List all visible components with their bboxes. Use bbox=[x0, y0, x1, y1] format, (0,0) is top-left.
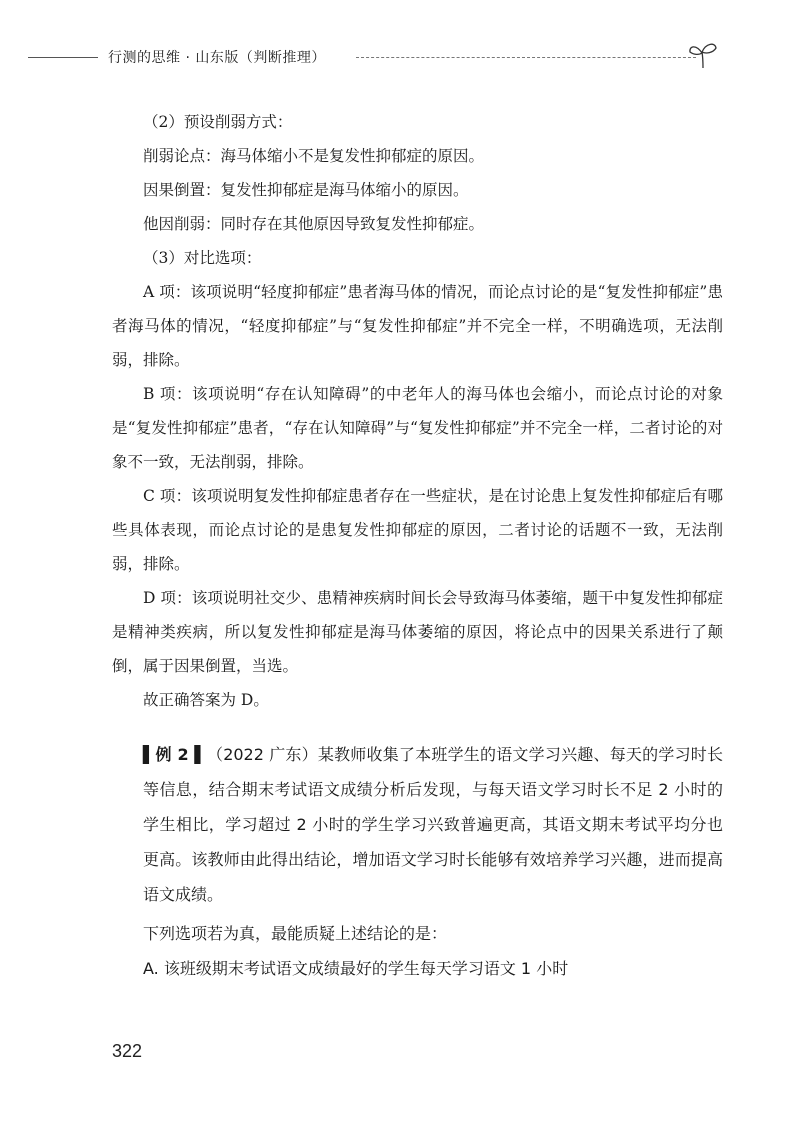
option-b-analysis: B 项：该项说明“存在认知障碍”的中老年人的海马体也会缩小，而论点讨论的对象是“复发性抑郁症”患者，“存在认知障碍”与“复发性抑郁症”并不完全一样，二者讨论的对象不一致，无法削弱，排除。 bbox=[112, 385, 723, 471]
example-2-body bbox=[143, 737, 723, 912]
example-label: 例 2 bbox=[155, 745, 189, 764]
example-question: 下列选项若为真，最能质疑上述结论的是： bbox=[143, 924, 448, 943]
example-bracket-open: ▌ bbox=[143, 745, 156, 764]
section2-heading: （2）预设削弱方式： bbox=[143, 113, 293, 131]
header-rule-left bbox=[28, 57, 98, 58]
page-number: 322 bbox=[112, 1041, 143, 1061]
example-choice-a: A. 该班级期末考试语文成绩最好的学生每天学习语文 1 小时 bbox=[143, 959, 569, 978]
option-d-analysis: D 项：该项说明社交少、患精神疾病时间长会导致海马体萎缩，题干中复发性抑郁症是精神类疾病，所以复发性抑郁症是海马体萎缩的原因，将论点中的因果关系进行了颠倒，属于因果倒置，当选。 bbox=[112, 589, 723, 675]
alternative-cause-line: 他因削弱：同时存在其他原因导致复发性抑郁症。 bbox=[143, 215, 485, 233]
option-c-analysis: C 项：该项说明复发性抑郁症患者存在一些症状，是在讨论患上复发性抑郁症后有哪些具体表现，而论点讨论的是患复发性抑郁症的原因，二者讨论的话题不一致，无法削弱，排除。 bbox=[112, 487, 723, 573]
running-header bbox=[28, 40, 718, 74]
sprout-icon bbox=[686, 40, 720, 70]
example-text: （2022 广东）某教师收集了本班学生的语文学习兴趣、每天的学习时长等信息，结合期末考试语文成绩分析后发现，与每天语文学习时长不足 2 小时的学生相比，学习超过 2 小时的学生学习兴致普遍更高，其语文期末考试平均分也更高。该教师由此得出结论，增加语文学习时长能够有效培养学习兴趣，进而提高语文成绩。 bbox=[143, 745, 723, 904]
option-a-analysis: A 项：该项说明“轻度抑郁症”患者海马体的情况，而论点讨论的是“复发性抑郁症”患者海马体的情况，“轻度抑郁症”与“复发性抑郁症”并不完全一样，不明确选项，无法削弱，排除。 bbox=[112, 283, 723, 369]
weaken-claim-line: 削弱论点：海马体缩小不是复发性抑郁症的原因。 bbox=[143, 147, 485, 165]
header-title: 行测的思维 · 山东版（判断推理） bbox=[108, 50, 326, 66]
example-bracket-close: ▌ bbox=[188, 745, 207, 764]
section3-heading: （3）对比选项： bbox=[143, 249, 262, 267]
answer-line: 故正确答案为 D。 bbox=[143, 691, 269, 709]
header-rule-right bbox=[356, 57, 696, 58]
page-content bbox=[112, 105, 723, 986]
causal-reversal-line: 因果倒置：复发性抑郁症是海马体缩小的原因。 bbox=[143, 181, 469, 199]
